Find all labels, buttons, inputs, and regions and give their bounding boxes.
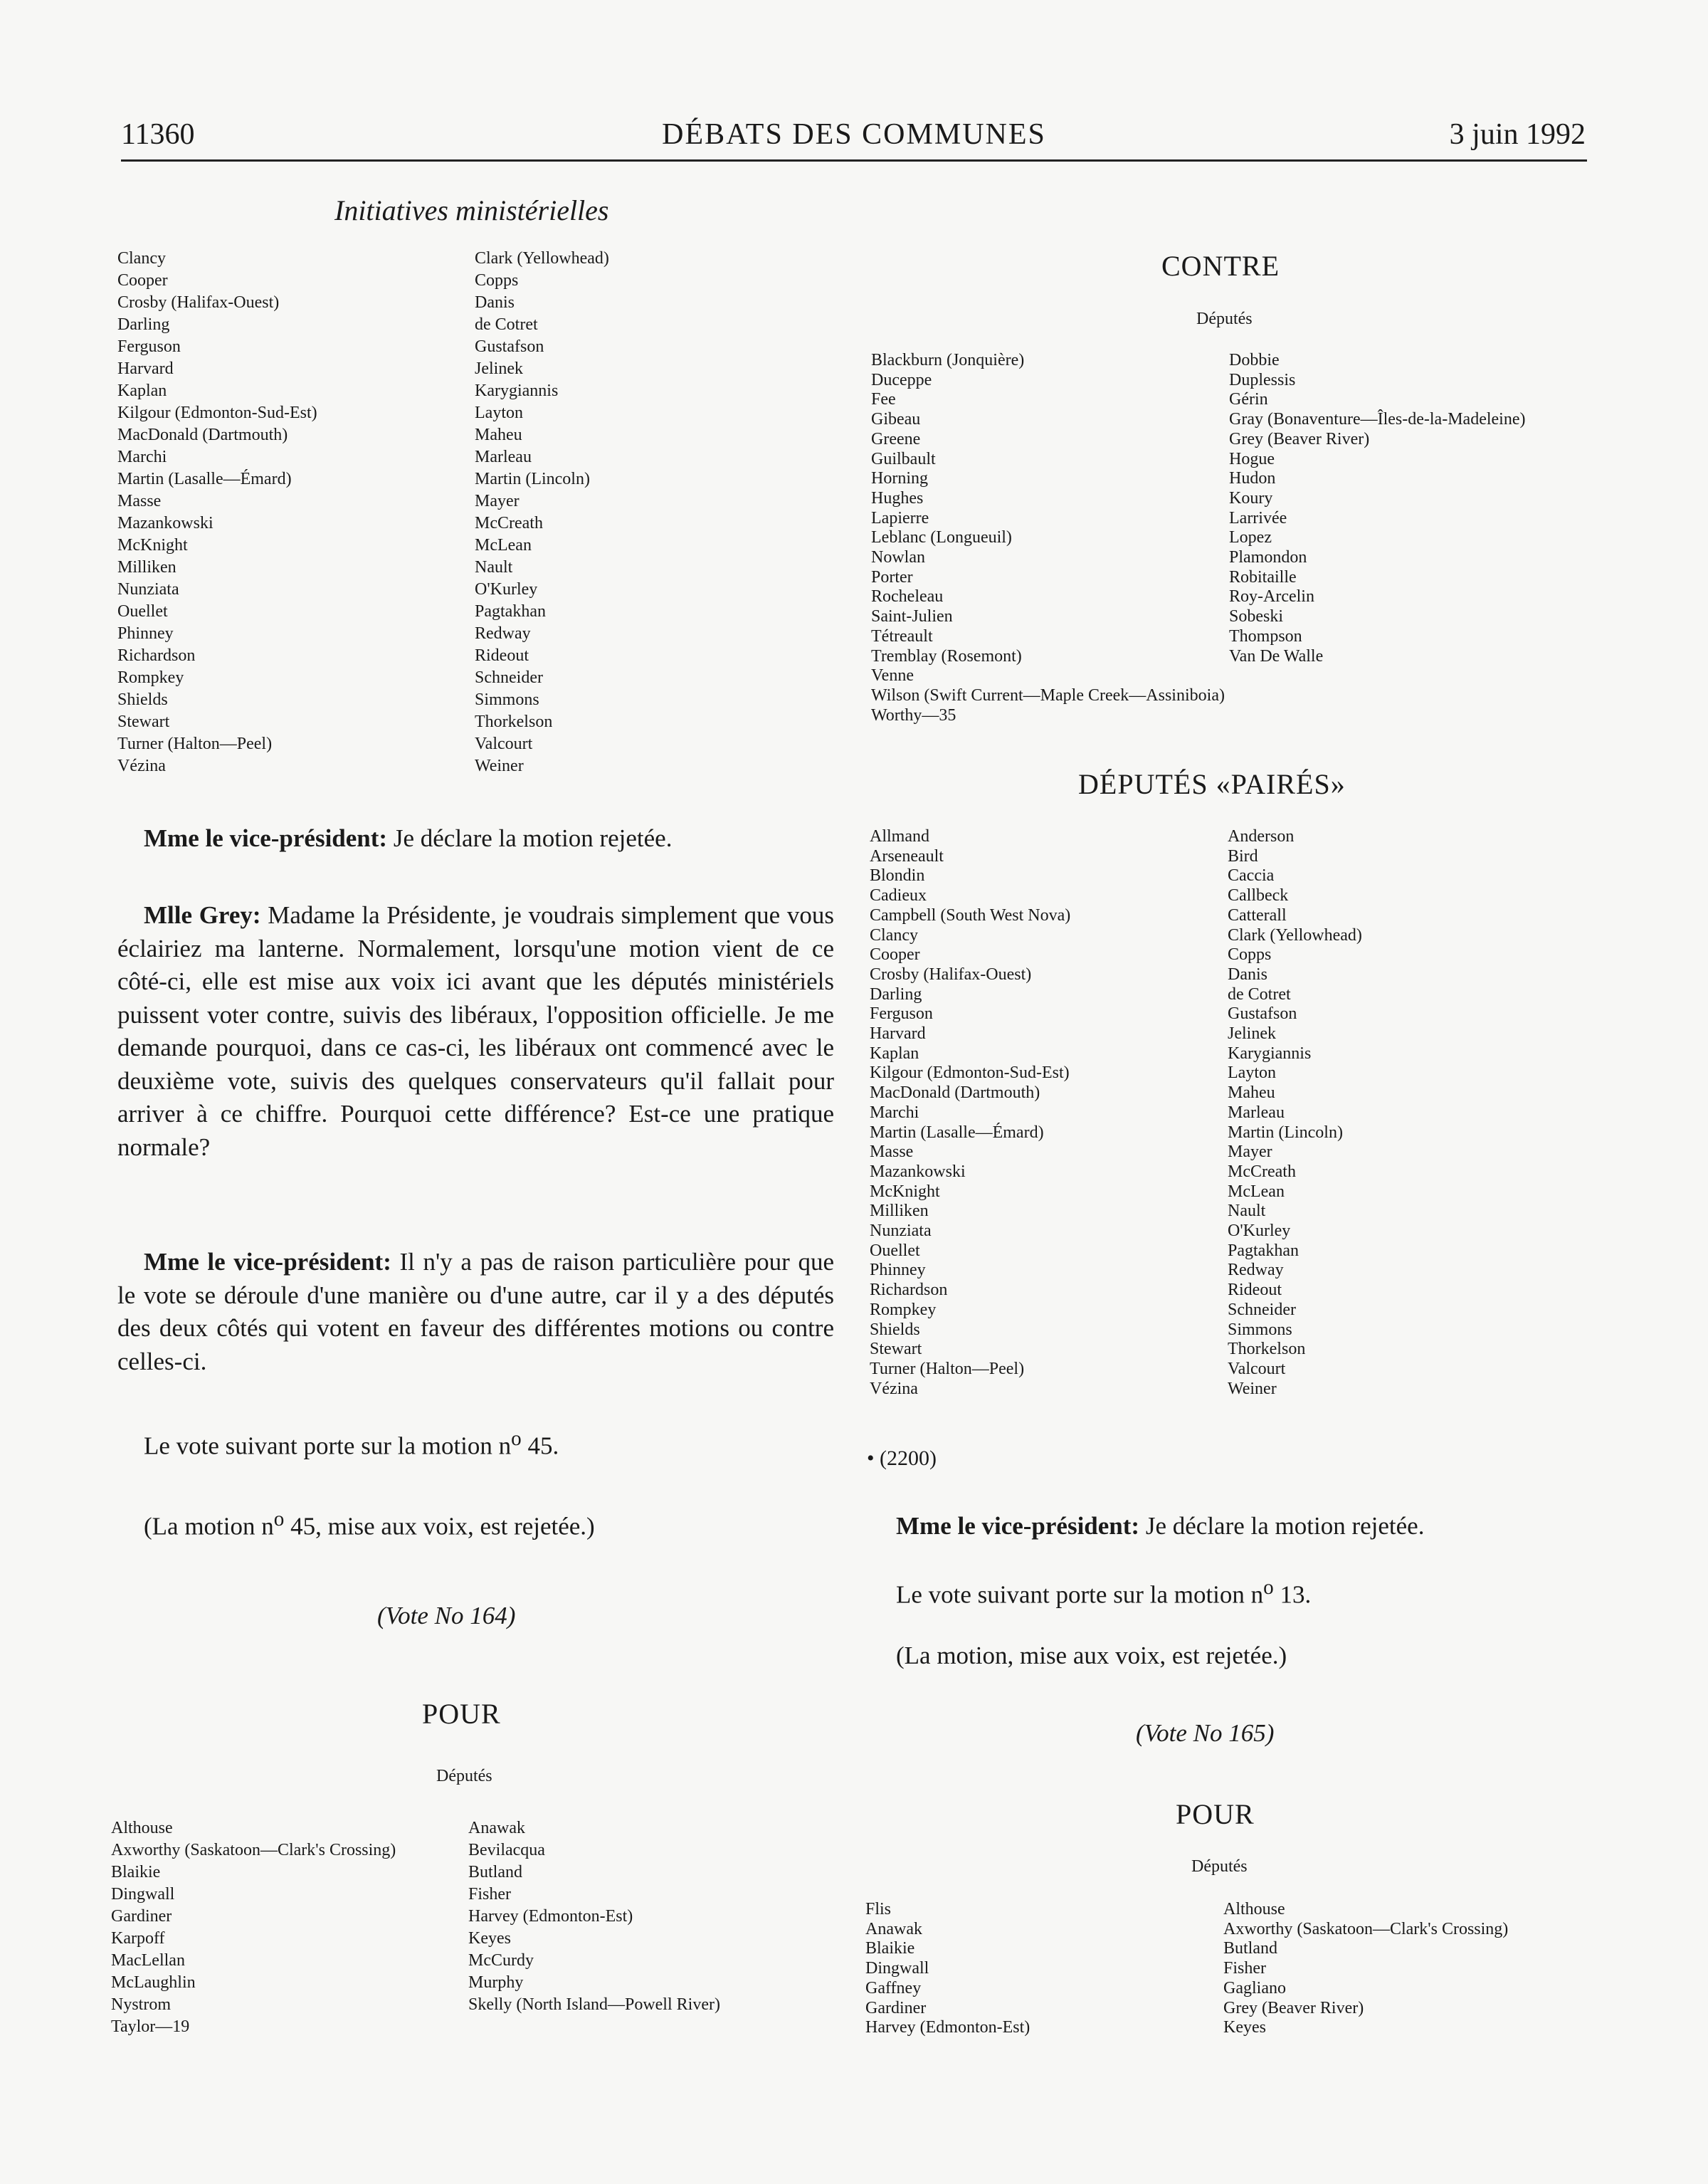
member-name: Catterall xyxy=(1228,905,1287,925)
member-name: Maheu xyxy=(475,426,522,444)
member-name: Maheu xyxy=(1228,1083,1275,1103)
member-name: Crosby (Halifax-Ouest) xyxy=(870,965,1032,984)
pour-list-165-col1 xyxy=(865,1900,1030,2038)
member-name: McCurdy xyxy=(468,1951,534,1970)
member-name: Butland xyxy=(1223,1939,1277,1958)
member-name: Crosby (Halifax-Ouest) xyxy=(117,293,280,312)
member-name: Koury xyxy=(1229,488,1273,508)
deputes-label-left: Députés xyxy=(436,1767,492,1785)
speech-text: Il n'y a pas de raison particulière pour que le vote se déroule d'une manière ou d'une autre, car il y a des députés des deux côtés qui votent en faveur des différentes motions ou contre celles-ci. xyxy=(117,1248,835,1375)
member-name: MacLellan xyxy=(111,1951,185,1970)
member-name: Hogue xyxy=(1229,449,1275,468)
member-name: Karpoff xyxy=(111,1929,165,1948)
member-name: Campbell (South West Nova) xyxy=(870,905,1071,925)
paragraph-vice-president-3 xyxy=(896,1512,1424,1540)
member-name: Valcourt xyxy=(475,735,533,753)
member-name: Althouse xyxy=(1223,1900,1285,1918)
member-name: Harvey (Edmonton-Est) xyxy=(468,1907,633,1926)
member-name: Porter xyxy=(871,567,913,587)
member-name: Marchi xyxy=(870,1103,919,1122)
member-name: Fee xyxy=(871,390,896,409)
member-name: MacDonald (Dartmouth) xyxy=(117,426,288,444)
member-name: Ouellet xyxy=(117,602,168,621)
member-name: Layton xyxy=(475,404,523,422)
member-name: Gardiner xyxy=(865,1998,927,2017)
member-name: Shields xyxy=(117,691,168,709)
member-name: Butland xyxy=(468,1863,522,1881)
deputes-label-right: Députés xyxy=(1191,1857,1248,1876)
member-name: Darling xyxy=(870,985,922,1004)
member-name: Copps xyxy=(475,271,519,290)
member-name: Gagliano xyxy=(1223,1978,1286,1997)
member-name: Rideout xyxy=(475,646,529,665)
member-name: Tétreault xyxy=(871,626,933,646)
member-name: Nunziata xyxy=(117,580,179,599)
paires-list-col2 xyxy=(1228,827,1362,1399)
member-name: Thorkelson xyxy=(475,713,553,731)
member-name: Harvey (Edmonton-Est) xyxy=(865,2018,1030,2037)
member-name: Callbeck xyxy=(1228,886,1289,905)
member-name: Horning xyxy=(871,469,928,488)
member-name: Kaplan xyxy=(870,1044,919,1063)
member-name: Jelinek xyxy=(475,359,523,378)
member-name: Gustafson xyxy=(1228,1004,1297,1024)
paires-heading: DÉPUTÉS «PAIRÉS» xyxy=(1078,768,1346,800)
member-name: Anderson xyxy=(1228,827,1295,846)
member-name: Caccia xyxy=(1228,866,1275,886)
member-name: Gibeau xyxy=(871,410,921,429)
member-name: Leblanc (Longueuil) xyxy=(871,528,1012,547)
speaker-name: Mme le vice-président: xyxy=(144,824,388,852)
member-name: Plamondon xyxy=(1229,548,1307,567)
member-name: Martin (Lasalle—Émard) xyxy=(870,1123,1044,1142)
member-name: Rideout xyxy=(1228,1281,1282,1300)
member-name: Nunziata xyxy=(870,1222,932,1241)
member-name: Larrivée xyxy=(1229,508,1287,527)
member-name: Shields xyxy=(870,1320,920,1339)
member-name: Sobeski xyxy=(1229,607,1284,626)
member-name: Blackburn (Jonquière) xyxy=(871,351,1025,369)
member-name: O'Kurley xyxy=(475,580,538,599)
header-rule xyxy=(121,159,1587,162)
member-name: Weiner xyxy=(1228,1379,1277,1398)
member-name: Bird xyxy=(1228,846,1258,866)
member-name: Harvard xyxy=(117,359,174,378)
member-name: McKnight xyxy=(117,536,188,555)
member-name: Guilbault xyxy=(871,449,936,468)
member-name: Blaikie xyxy=(111,1863,161,1881)
member-name: Hughes xyxy=(871,488,924,508)
member-name: Fisher xyxy=(1223,1959,1266,1978)
member-name: Axworthy (Saskatoon—Clark's Crossing) xyxy=(1223,1919,1509,1938)
member-name: McLaughlin xyxy=(111,1973,196,1992)
member-name: Duceppe xyxy=(871,370,932,389)
contre-heading: CONTRE xyxy=(1161,250,1280,282)
member-name: Althouse xyxy=(111,1819,173,1837)
member-name: Nault xyxy=(1228,1202,1266,1221)
member-name: Marleau xyxy=(1228,1103,1285,1122)
member-name: Saint-Julien xyxy=(871,607,953,626)
member-name: O'Kurley xyxy=(1228,1222,1291,1241)
vote-label-165: (Vote No 165) xyxy=(1136,1719,1275,1747)
member-name: Hudon xyxy=(1229,469,1276,488)
member-name: Murphy xyxy=(468,1973,524,1992)
member-name: Phinney xyxy=(870,1261,926,1280)
member-name: Cooper xyxy=(117,271,168,290)
member-name: Danis xyxy=(475,293,515,312)
member-name: Ferguson xyxy=(870,1004,933,1024)
member-name: Arseneault xyxy=(870,846,944,866)
member-name: Kilgour (Edmonton-Sud-Est) xyxy=(870,1064,1070,1083)
member-name: Axworthy (Saskatoon—Clark's Crossing) xyxy=(111,1841,396,1859)
member-name: Blaikie xyxy=(865,1939,915,1958)
member-name: Martin (Lasalle—Émard) xyxy=(117,470,292,488)
member-name: Rocheleau xyxy=(871,587,944,607)
member-name: Grey (Beaver River) xyxy=(1229,429,1370,448)
time-marker: • (2200) xyxy=(867,1447,937,1470)
member-name: Danis xyxy=(1228,965,1267,984)
member-name: McCreath xyxy=(475,514,543,532)
member-name: Pagtakhan xyxy=(1228,1241,1299,1260)
member-name: Clark (Yellowhead) xyxy=(475,249,609,268)
member-name: Nault xyxy=(475,558,513,577)
next-vote-13: Le vote suivant porte sur la motion $n^o$ 13. xyxy=(896,1576,1312,1609)
speech-text: Je déclare la motion rejetée. xyxy=(387,824,673,852)
member-name: Nowlan xyxy=(871,548,925,567)
member-name: Richardson xyxy=(870,1281,948,1300)
vote-label-164: (Vote No 164) xyxy=(377,1602,516,1629)
member-name: Lopez xyxy=(1229,528,1272,547)
member-name: Dingwall xyxy=(111,1885,175,1904)
member-name: Marleau xyxy=(475,448,532,466)
issue-date: 3 juin 1992 xyxy=(1449,118,1586,151)
member-name: Dobbie xyxy=(1229,351,1280,369)
member-name: Vézina xyxy=(870,1379,918,1398)
member-name: Mayer xyxy=(1228,1143,1272,1162)
member-name: Duplessis xyxy=(1229,370,1296,389)
member-name: Schneider xyxy=(475,668,543,687)
member-name: Layton xyxy=(1228,1064,1276,1083)
member-name: Gérin xyxy=(1229,390,1268,409)
speech-text: Madame la Présidente, je voudrais simplement que vous éclairiez ma lanterne. Normalement, lorsqu'une motion vient de ce côté-ci, elle est mise aux voix ici avant que les députés ministériels puissent voter contre, suivis des libéraux, l'opposition officielle. Je me demande pourquoi, dans ce cas-ci, les libéraux ont commencé avec le deuxième vote, suivis des quelques conservateurs qu'il fallait pour arriver à ce chiffre. Pourquoi cette différence? Est-ce une pratique normale? xyxy=(117,901,834,1161)
member-name: Masse xyxy=(117,492,162,510)
member-name: Worthy—35 xyxy=(871,705,956,725)
member-name: Stewart xyxy=(870,1340,922,1359)
member-name: Phinney xyxy=(117,624,174,643)
member-name: Stewart xyxy=(117,713,170,731)
member-name: Karygiannis xyxy=(475,382,559,400)
next-vote-45: Le vote suivant porte sur la motion $n^o$ 45. xyxy=(144,1427,559,1460)
member-name: Clancy xyxy=(117,249,166,268)
vote-list-left-col1 xyxy=(117,248,317,777)
member-name: Roy-Arcelin xyxy=(1229,587,1314,607)
motion-13-result: (La motion, mise aux voix, est rejetée.) xyxy=(896,1642,1287,1669)
member-name: Schneider xyxy=(1228,1300,1296,1319)
member-name: Martin (Lincoln) xyxy=(1228,1123,1343,1142)
speaker-name: Mlle Grey: xyxy=(144,901,261,929)
member-name: Keyes xyxy=(1223,2018,1266,2037)
paragraph-vice-president-2 xyxy=(117,1246,834,1378)
section-title: Initiatives ministérielles xyxy=(334,194,609,226)
member-name: Clark (Yellowhead) xyxy=(1228,925,1362,945)
member-name: Gardiner xyxy=(111,1907,172,1926)
member-name: Redway xyxy=(1228,1261,1284,1280)
member-name: Copps xyxy=(1228,945,1272,965)
page-number: 11360 xyxy=(121,118,195,151)
member-name: Karygiannis xyxy=(1228,1044,1312,1063)
member-name: MacDonald (Dartmouth) xyxy=(870,1083,1040,1103)
member-name: Valcourt xyxy=(1228,1359,1286,1378)
member-name: Allmand xyxy=(870,827,929,846)
member-name: Taylor—19 xyxy=(111,2017,190,2036)
member-name: Fisher xyxy=(468,1885,511,1904)
member-name: Grey (Beaver River) xyxy=(1223,1998,1364,2017)
member-name: Ferguson xyxy=(117,337,181,356)
member-name: Kilgour (Edmonton-Sud-Est) xyxy=(117,404,317,422)
member-name: Thorkelson xyxy=(1228,1340,1306,1359)
member-name: Marchi xyxy=(117,448,167,466)
member-name: Mayer xyxy=(475,492,520,510)
pour-heading-left: POUR xyxy=(422,1698,501,1730)
member-name: Vézina xyxy=(117,757,166,775)
member-name: Redway xyxy=(475,624,531,643)
member-name: Jelinek xyxy=(1228,1024,1276,1044)
member-name: Rompkey xyxy=(870,1300,937,1319)
member-name: Skelly (North Island—Powell River) xyxy=(468,1995,720,2014)
pour-list-164-col2 xyxy=(468,1817,720,2016)
member-name: Rompkey xyxy=(117,668,184,687)
member-name: Clancy xyxy=(870,925,918,945)
paragraph-mlle-grey xyxy=(117,899,834,1164)
deputes-label-contre: Députés xyxy=(1196,310,1253,328)
member-name: Harvard xyxy=(870,1024,926,1044)
pour-heading-right: POUR xyxy=(1176,1798,1255,1830)
speaker-name: Mme le vice-président: xyxy=(144,1248,391,1276)
page-title: DÉBATS DES COMMUNES xyxy=(662,118,1046,151)
member-name: Dingwall xyxy=(865,1959,929,1978)
contre-list-col1 xyxy=(871,351,1225,725)
paires-list-col1 xyxy=(870,827,1070,1399)
member-name: Ouellet xyxy=(870,1241,920,1260)
member-name: Simmons xyxy=(475,691,539,709)
member-name: Lapierre xyxy=(871,508,929,527)
member-name: Masse xyxy=(870,1143,914,1162)
member-name: Martin (Lincoln) xyxy=(475,470,590,488)
member-name: Pagtakhan xyxy=(475,602,546,621)
member-name: McKnight xyxy=(870,1182,940,1201)
member-name: Turner (Halton—Peel) xyxy=(117,735,273,753)
member-name: McLean xyxy=(1228,1182,1285,1201)
vote-list-left-col2 xyxy=(475,248,609,777)
member-name: Weiner xyxy=(475,757,524,775)
member-name: Gaffney xyxy=(865,1978,922,1997)
member-name: Bevilacqua xyxy=(468,1841,545,1859)
speaker-name: Mme le vice-président: xyxy=(896,1512,1140,1540)
pour-list-165-col2 xyxy=(1223,1900,1508,2038)
member-name: Van De Walle xyxy=(1229,646,1324,666)
member-name: Robitaille xyxy=(1229,567,1297,587)
member-name: Gray (Bonaventure—Îles-de-la-Madeleine) xyxy=(1229,410,1526,429)
member-name: Kaplan xyxy=(117,382,167,400)
member-name: Flis xyxy=(865,1900,892,1918)
member-name: Anawak xyxy=(865,1919,922,1938)
member-name: Blondin xyxy=(870,866,925,886)
member-name: Mazankowski xyxy=(870,1162,966,1181)
member-name: Milliken xyxy=(117,558,176,577)
paragraph-vice-president-1 xyxy=(144,822,834,856)
member-name: Cadieux xyxy=(870,886,927,905)
member-name: Simmons xyxy=(1228,1320,1292,1339)
pour-list-164-col1 xyxy=(111,1817,396,2038)
member-name: Thompson xyxy=(1229,626,1302,646)
bullet-icon: • xyxy=(867,1447,875,1470)
member-name: Milliken xyxy=(870,1202,929,1221)
member-name: Richardson xyxy=(117,646,196,665)
member-name: Nystrom xyxy=(111,1995,171,2014)
member-name: Mazankowski xyxy=(117,514,214,532)
contre-list-col2 xyxy=(1229,351,1525,666)
speech-text: Je déclare la motion rejetée. xyxy=(1139,1512,1425,1540)
member-name: Anawak xyxy=(468,1819,525,1837)
member-name: Turner (Halton—Peel) xyxy=(870,1359,1025,1378)
member-name: de Cotret xyxy=(1228,985,1291,1004)
member-name: Tremblay (Rosemont) xyxy=(871,646,1022,666)
member-name: de Cotret xyxy=(475,315,538,334)
member-name: Greene xyxy=(871,429,921,448)
member-name: Cooper xyxy=(870,945,920,965)
member-name: McLean xyxy=(475,536,532,555)
member-name: Darling xyxy=(117,315,170,334)
member-name: Keyes xyxy=(468,1929,511,1948)
member-name: Gustafson xyxy=(475,337,544,356)
member-name: Wilson (Swift Current—Maple Creek—Assiniboia) xyxy=(871,686,1225,705)
member-name: Venne xyxy=(871,666,914,686)
member-name: McCreath xyxy=(1228,1162,1296,1181)
motion-45-result: (La motion $n^o$ 45, mise aux voix, est rejetée.) xyxy=(144,1508,595,1540)
